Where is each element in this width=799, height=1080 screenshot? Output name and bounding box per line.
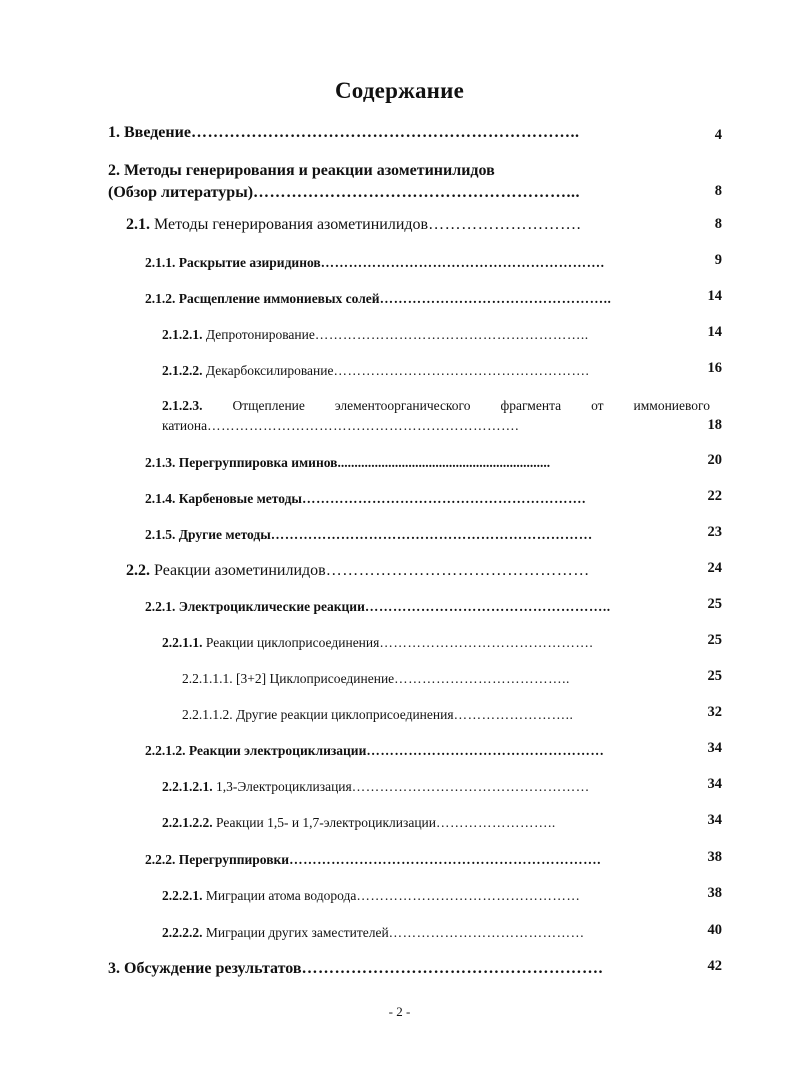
toc-leader: ……………………………………………………. — [301, 491, 586, 506]
toc-page: 38 — [707, 885, 722, 901]
toc-page: 8 — [714, 183, 722, 199]
toc-entry[interactable] — [126, 216, 671, 234]
toc-page: 25 — [707, 668, 722, 684]
toc-text: Электроциклические реакции — [178, 599, 365, 614]
toc-leader: …………………………………… — [388, 925, 585, 940]
toc-number: 2.2.2. — [145, 852, 176, 867]
toc-number: 2.1.2.3. — [162, 398, 203, 413]
toc-entry[interactable] — [162, 362, 672, 380]
toc-leader: …………………….. — [453, 707, 574, 722]
toc-leader: ………………………………………………….. — [314, 327, 589, 342]
toc-text: Раскрытие азиридинов — [178, 255, 321, 270]
toc-number: 2.1.1. — [145, 255, 176, 270]
toc-page: 25 — [707, 596, 722, 612]
toc-number: 2.2.2.2. — [162, 925, 203, 940]
toc-text: Реакции циклоприсоединения — [205, 635, 380, 650]
toc-number: 2.2.1.2.2. — [162, 815, 213, 830]
toc-leader: …………………………………………………... — [253, 184, 581, 201]
toc-page: 24 — [707, 560, 722, 576]
toc-number: 2.1. — [126, 216, 150, 233]
toc-text: Отщепление элементоорганического фрагмента от иммониевого — [232, 398, 710, 413]
toc-entry[interactable] — [145, 490, 675, 508]
toc-entry[interactable] — [108, 124, 683, 142]
toc-entry[interactable] — [162, 634, 672, 652]
toc-leader: ………………………………………………. — [333, 363, 590, 378]
toc-leader: …………………………………………………………. — [289, 852, 601, 867]
toc-page: 34 — [707, 776, 722, 792]
toc-leader: …………………………………………….. — [364, 599, 611, 614]
toc-text: Расщепление иммониевых солей — [178, 291, 380, 306]
toc-text: Реакции азометинилидов — [154, 562, 326, 579]
toc-number: 2.1.5. — [145, 527, 176, 542]
toc-page: 32 — [707, 704, 722, 720]
toc-text: Депротонирование — [205, 327, 315, 342]
toc-text: [3+2] Циклоприсоединение — [236, 671, 395, 686]
toc-number: 2.1.2.2. — [162, 363, 203, 378]
toc-number: 2.2.1.1.2. — [182, 707, 233, 722]
toc-entry[interactable] — [145, 598, 675, 616]
toc-number: 3. — [108, 960, 120, 977]
toc-text: Методы генерирования и реакции азометинилидов — [124, 162, 495, 179]
toc-text: Перегруппировка иминов — [178, 455, 338, 470]
toc-page: 34 — [707, 812, 722, 828]
toc-page: 8 — [714, 216, 722, 232]
toc-text: Обсуждение результатов — [124, 960, 302, 977]
toc-leader: …………………………………………………………… — [270, 527, 593, 542]
toc-page: 4 — [714, 127, 722, 143]
toc-page: 42 — [707, 958, 722, 974]
page-title: Содержание — [335, 78, 464, 103]
toc-page: 34 — [707, 740, 722, 756]
toc-number: 2.2.1.2.1. — [162, 779, 213, 794]
toc-leader: ………………………………………… — [356, 888, 581, 903]
toc-leader: ………………………………………… — [325, 562, 590, 579]
toc-leader: …………………………………………… — [351, 779, 590, 794]
toc-text: 1,3-Электроциклизация — [216, 779, 352, 794]
toc-number: 2.1.3. — [145, 455, 176, 470]
toc-text: Методы генерирования азометинилидов — [154, 216, 429, 233]
toc-page: 40 — [707, 922, 722, 938]
toc-number: 2.2.2.1. — [162, 888, 203, 903]
toc-leader: …………………………………………… — [366, 743, 605, 758]
toc-entry[interactable] — [182, 670, 672, 688]
toc-leader: ………………………………………….. — [379, 291, 612, 306]
toc-text-cont: (Обзор литературы) — [108, 184, 254, 201]
toc-text: Реакции 1,5- и 1,7-электроциклизации — [216, 815, 436, 830]
toc-number: 1. — [108, 124, 120, 141]
toc-entry[interactable] — [145, 454, 675, 472]
toc-leader: ………………………. — [428, 216, 582, 233]
toc-entry[interactable] — [145, 851, 675, 869]
toc-page: 14 — [707, 324, 722, 340]
toc-page: 16 — [707, 360, 722, 376]
toc-text: Декарбоксилирование — [205, 363, 334, 378]
toc-page: 25 — [707, 632, 722, 648]
toc-text: Реакции электроциклизации — [188, 743, 367, 758]
toc-page: 9 — [714, 252, 722, 268]
toc-leader: …………………….. — [436, 815, 556, 830]
toc-leader: ………………………………………………. — [301, 960, 604, 977]
toc-entry[interactable] — [162, 778, 672, 796]
toc-number: 2.1.2. — [145, 291, 176, 306]
toc-number: 2. — [108, 162, 120, 179]
toc-entry[interactable] — [162, 326, 672, 344]
toc-page: 22 — [707, 488, 722, 504]
toc-leader: ………………………………………. — [379, 635, 594, 650]
toc-number: 2.1.2.1. — [162, 327, 203, 342]
toc-number: 2.2.1.2. — [145, 743, 186, 758]
toc-number: 2.2.1. — [145, 599, 176, 614]
toc-text: Миграции других заместителей — [205, 925, 389, 940]
toc-number: 2.1.4. — [145, 491, 176, 506]
toc-text: Миграции атома водорода — [205, 888, 357, 903]
toc-text: Введение — [124, 124, 191, 141]
toc-leader: …………………………………………………………….. — [190, 124, 580, 141]
toc-entry[interactable] — [108, 162, 683, 202]
toc-entry[interactable] — [162, 887, 672, 905]
toc-page: 23 — [707, 524, 722, 540]
toc-entry[interactable] — [162, 397, 710, 435]
toc-entry[interactable] — [182, 706, 672, 724]
toc-page: 14 — [707, 288, 722, 304]
page-number: - 2 - — [388, 1004, 411, 1019]
toc-page: 38 — [707, 849, 722, 865]
toc-leader: …………………………………………………………. — [207, 418, 519, 433]
toc-text: Перегруппировки — [178, 852, 290, 867]
toc-text-cont: катиона — [162, 418, 208, 433]
toc-leader: ……………………………………………………. — [320, 255, 605, 270]
toc-entry[interactable] — [108, 960, 678, 978]
toc-entry[interactable] — [162, 814, 672, 832]
toc-leader: ............................................................... — [337, 455, 551, 470]
toc-text: Карбеновые методы — [178, 491, 302, 506]
toc-entry[interactable] — [145, 254, 675, 272]
toc-text: Другие реакции циклоприсоединения — [236, 707, 454, 722]
toc-entry[interactable] — [145, 290, 675, 308]
toc-page: 18 — [707, 417, 722, 433]
toc-entry[interactable] — [145, 526, 675, 544]
toc-number: 2.2. — [126, 562, 150, 579]
toc-leader: ……………………………….. — [394, 671, 570, 686]
toc-entry[interactable] — [126, 562, 676, 580]
toc-number: 2.2.1.1. — [162, 635, 203, 650]
toc-number: 2.2.1.1.1. — [182, 671, 233, 686]
toc-entry[interactable] — [162, 924, 672, 942]
toc-text: Другие методы — [178, 527, 271, 542]
toc-entry[interactable] — [145, 742, 675, 760]
toc-page: 20 — [707, 452, 722, 468]
